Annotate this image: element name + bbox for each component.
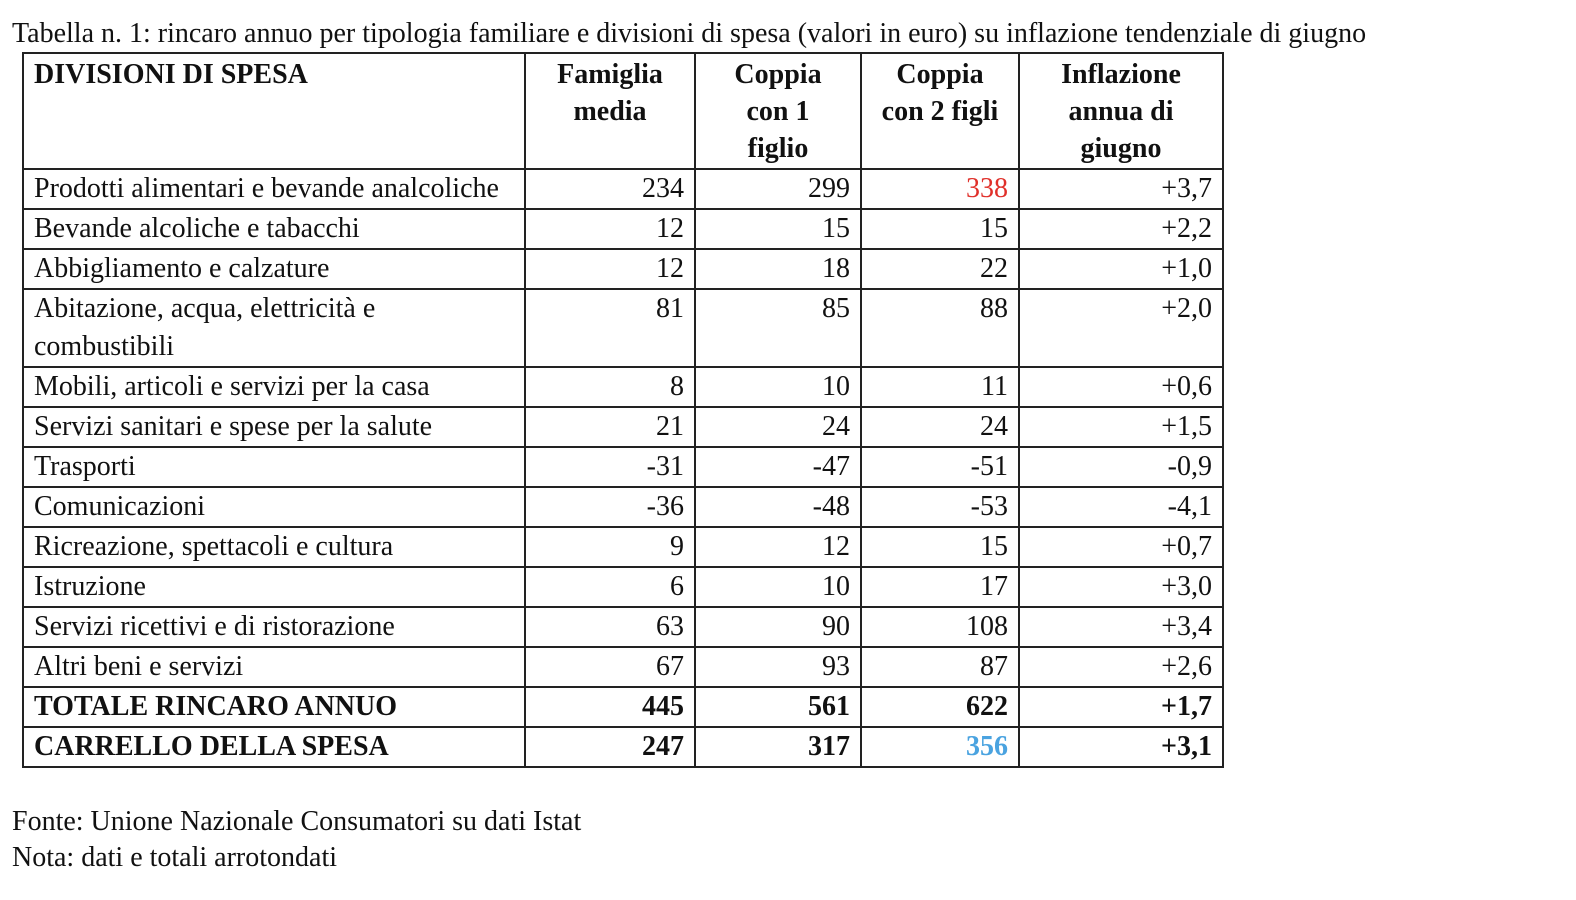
cell-inflazione: -4,1	[1019, 487, 1223, 527]
table-row	[23, 447, 1223, 487]
cell-inflazione: +3,1	[1019, 727, 1223, 767]
cell-coppia-1-figlio: 299	[695, 169, 861, 209]
cell-famiglia-media: 247	[525, 727, 695, 767]
cell-famiglia-media: 81	[525, 289, 695, 367]
cell-coppia-2-figli: 11	[861, 367, 1019, 407]
cell-coppia-1-figlio: 18	[695, 249, 861, 289]
table-row	[23, 647, 1223, 687]
cell-inflazione: +3,7	[1019, 169, 1223, 209]
table-row	[23, 407, 1223, 447]
cell-coppia-1-figlio: -47	[695, 447, 861, 487]
footnote: Nota: dati e totali arrotondati	[12, 842, 338, 873]
cell-coppia-2-figli: 17	[861, 567, 1019, 607]
row-label: Abitazione, acqua, elettricità e combustibili	[23, 289, 525, 367]
cell-coppia-1-figlio: 93	[695, 647, 861, 687]
source-note: Fonte: Unione Nazionale Consumatori su dati Istat	[12, 806, 582, 837]
cell-inflazione: +0,7	[1019, 527, 1223, 567]
row-label: CARRELLO DELLA SPESA	[23, 727, 525, 767]
table-row	[23, 567, 1223, 607]
header-famiglia-media: Famiglia media	[525, 53, 695, 169]
row-label: Mobili, articoli e servizi per la casa	[23, 367, 525, 407]
row-label: Altri beni e servizi	[23, 647, 525, 687]
cell-coppia-1-figlio: 561	[695, 687, 861, 727]
row-label: Bevande alcoliche e tabacchi	[23, 209, 525, 249]
table-body	[23, 169, 1223, 767]
cell-famiglia-media: 12	[525, 249, 695, 289]
table-caption: Tabella n. 1: rincaro annuo per tipologia familiare e divisioni di spesa (valori in euro) su inflazione tendenziale di giugno	[12, 18, 1367, 49]
cell-inflazione: +1,0	[1019, 249, 1223, 289]
header-coppia-1-figlio: Coppia con 1 figlio	[695, 53, 861, 169]
cell-coppia-1-figlio: 12	[695, 527, 861, 567]
cell-coppia-2-figli: 87	[861, 647, 1019, 687]
cell-coppia-2-figli: 108	[861, 607, 1019, 647]
cell-inflazione: +3,0	[1019, 567, 1223, 607]
cell-coppia-2-figli-highlight: 338	[861, 169, 1019, 209]
cell-coppia-2-figli: 24	[861, 407, 1019, 447]
cell-inflazione: +2,6	[1019, 647, 1223, 687]
cell-inflazione: +1,5	[1019, 407, 1223, 447]
table-row	[23, 209, 1223, 249]
cell-famiglia-media: -31	[525, 447, 695, 487]
cell-coppia-2-figli: 15	[861, 527, 1019, 567]
table-row	[23, 367, 1223, 407]
cell-inflazione: +0,6	[1019, 367, 1223, 407]
table-row	[23, 169, 1223, 209]
row-label: Prodotti alimentari e bevande analcoliche	[23, 169, 525, 209]
cell-famiglia-media: 9	[525, 527, 695, 567]
cell-coppia-1-figlio: 317	[695, 727, 861, 767]
cell-famiglia-media: 234	[525, 169, 695, 209]
cell-coppia-2-figli-highlight: 356	[861, 727, 1019, 767]
cell-coppia-2-figli: 88	[861, 289, 1019, 367]
cell-famiglia-media: 67	[525, 647, 695, 687]
row-label: Abbigliamento e calzature	[23, 249, 525, 289]
table-row	[23, 289, 1223, 367]
cell-inflazione: +3,4	[1019, 607, 1223, 647]
cell-famiglia-media: 12	[525, 209, 695, 249]
header-division: DIVISIONI DI SPESA	[23, 53, 525, 169]
row-label: TOTALE RINCARO ANNUO	[23, 687, 525, 727]
cell-coppia-1-figlio: 24	[695, 407, 861, 447]
cell-inflazione: +1,7	[1019, 687, 1223, 727]
cell-famiglia-media: 445	[525, 687, 695, 727]
cell-famiglia-media: 21	[525, 407, 695, 447]
row-label: Servizi sanitari e spese per la salute	[23, 407, 525, 447]
table-row	[23, 487, 1223, 527]
row-label: Trasporti	[23, 447, 525, 487]
row-label: Istruzione	[23, 567, 525, 607]
cell-famiglia-media: 8	[525, 367, 695, 407]
table-row	[23, 527, 1223, 567]
cart-row	[23, 727, 1223, 767]
cell-inflazione: -0,9	[1019, 447, 1223, 487]
cell-coppia-2-figli: -51	[861, 447, 1019, 487]
cell-coppia-1-figlio: -48	[695, 487, 861, 527]
row-label: Comunicazioni	[23, 487, 525, 527]
header-inflazione: Inflazione annua di giugno	[1019, 53, 1223, 169]
cell-coppia-1-figlio: 85	[695, 289, 861, 367]
total-row	[23, 687, 1223, 727]
cell-coppia-1-figlio: 90	[695, 607, 861, 647]
header-coppia-2-figli: Coppia con 2 figli	[861, 53, 1019, 169]
cell-coppia-2-figli: 622	[861, 687, 1019, 727]
row-label: Servizi ricettivi e di ristorazione	[23, 607, 525, 647]
cell-coppia-1-figlio: 10	[695, 367, 861, 407]
cell-famiglia-media: -36	[525, 487, 695, 527]
row-label: Ricreazione, spettacoli e cultura	[23, 527, 525, 567]
cell-coppia-1-figlio: 10	[695, 567, 861, 607]
cell-coppia-2-figli: 22	[861, 249, 1019, 289]
cell-famiglia-media: 6	[525, 567, 695, 607]
table-row	[23, 607, 1223, 647]
cell-inflazione: +2,0	[1019, 289, 1223, 367]
cell-inflazione: +2,2	[1019, 209, 1223, 249]
cell-famiglia-media: 63	[525, 607, 695, 647]
cell-coppia-2-figli: -53	[861, 487, 1019, 527]
table-row	[23, 249, 1223, 289]
expense-table	[22, 52, 1224, 768]
cell-coppia-2-figli: 15	[861, 209, 1019, 249]
cell-coppia-1-figlio: 15	[695, 209, 861, 249]
table-header-row	[23, 53, 1223, 169]
